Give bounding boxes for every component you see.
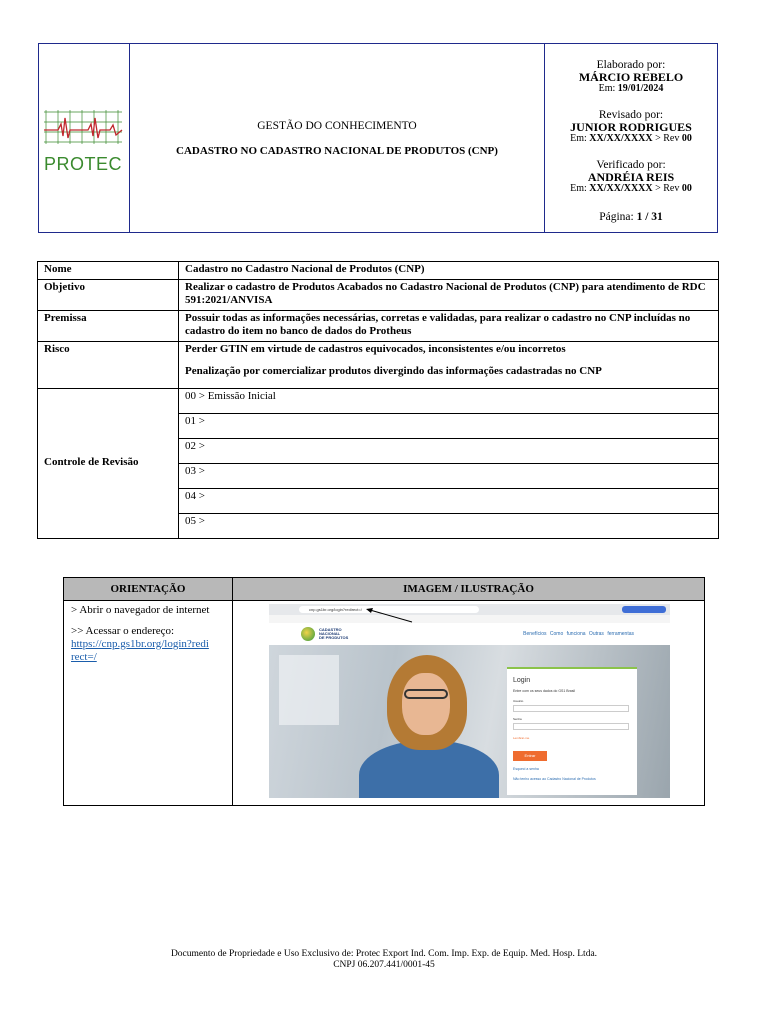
glasses-icon [404,689,448,699]
logo-line-3: DE PRODUTOS [319,635,349,640]
reviewed-date: XX/XX/XXXX [589,133,653,144]
premissa-label: Premissa [38,311,179,342]
site-nav-links: Benefícios Como funciona Outras ferramentas [523,631,634,637]
cnp-logo-icon [301,627,315,641]
revision-entry: 00 > Emissão Inicial [179,389,719,414]
document-header [38,43,718,233]
table-row [38,280,719,311]
image-header: IMAGEM / ILUSTRAÇÃO [233,578,705,601]
prepared-name: MÁRCIO REBELO [578,70,684,84]
approval-cell [545,44,717,232]
login-button: Entrar [513,751,547,761]
premissa-value: Possuir todas as informações necessárias, corretas e validadas, para realizar o cadastro no CNP incluídas no cadastro do item no banco de dados do Protheus [179,311,719,342]
reviewed-label: Revisado por: [598,109,664,121]
logo-text: PROTEC [44,154,123,174]
page-value: 1 / 31 [636,211,663,223]
footer-cnpj: CNPJ 06.207.441/0001-45 [333,960,435,970]
cnp-logo-text [319,628,348,640]
nome-value: Cadastro no Cadastro Nacional de Produtos (CNP) [179,262,719,280]
site-nav [269,623,670,645]
verified-date: XX/XX/XXXX [589,183,653,194]
revision-label: Controle de Revisão [38,389,179,539]
verified-rev: 00 [681,183,692,194]
logo-line-2: NACIONAL [319,631,341,636]
revision-entry: 02 > [179,439,719,464]
risco-line-1: Perder GTIN em virtude de cadastros equivocados, inconsistentes e/ou incorretos [185,343,566,355]
reviewed-name: JUNIOR RODRIGUES [570,120,692,134]
reviewed-rev-label: > Rev [655,133,680,144]
objetivo-value: Realizar o cadastro de Produtos Acabados no Cadastro Nacional de Produtos (CNP) para atendimento de RDC 591:2021/ANVISA [179,280,719,311]
login-title: Login [513,677,531,684]
risco-label: Risco [38,342,179,389]
login-panel [507,667,637,795]
prepared-date: 19/01/2024 [617,83,664,94]
table-row [38,311,719,342]
revision-entry: 03 > [179,464,719,489]
revision-entry: 04 > [179,489,719,514]
prepared-label: Elaborado por: [596,59,666,71]
arrow-icon [364,607,414,623]
verified-date-label: Em: [570,183,587,194]
verified-name: ANDRÉIA REIS [587,170,675,184]
reviewed-date-label: Em: [570,133,587,144]
nome-label: Nome [38,262,179,280]
risco-value [179,342,719,389]
risco-line-2: Penalização por comercializar produtos divergindo das informações cadastradas no CNP [185,365,602,377]
document-title: CADASTRO NO CADASTRO NACIONAL DE PRODUTOS (CNP) [176,145,498,157]
page-number [545,211,717,223]
logo-cell [39,44,130,232]
browser-button-icon [622,606,666,613]
protec-logo-icon [44,110,124,148]
person-face-shape [402,673,450,735]
cnp-login-screenshot [269,604,670,798]
section-title: GESTÃO DO CONHECIMENTO [257,120,417,132]
login-subtitle: Entre com os seus dados do GS1 Brasil [513,689,576,693]
orientation-header: ORIENTAÇÃO [64,578,233,601]
orientation-steps [64,601,233,806]
verified-rev-label: > Rev [655,183,680,194]
revision-entry: 01 > [179,414,719,439]
verified-label: Verificado por: [596,159,666,171]
browser-toolbar [269,604,670,615]
step-access-address: >> Acessar o endereço: [71,625,175,637]
revision-entry: 05 > [179,514,719,539]
title-cell [130,44,545,232]
table-row [38,262,719,280]
reviewed-rev: 00 [681,133,692,144]
browser-address-bar: cnp.gs1br.org/login?redirect=/ [299,606,479,613]
user-label: Usuário [513,699,524,703]
cnp-login-link[interactable]: https://cnp.gs1br.org/login?redirect=/ [71,638,209,663]
user-input [513,705,629,712]
table-row [38,342,719,389]
logo-line-1: CADASTRO [319,627,342,632]
objetivo-label: Objetivo [38,280,179,311]
forgot-link: Esqueci a senha [513,767,539,771]
register-link: Não tenho acesso ao Cadastro Nacional de Produtos [513,777,596,781]
orientation-table [63,577,705,806]
image-cell [233,601,705,806]
remember-checkbox: Lembrar-me [513,736,530,740]
window-shape [279,655,339,725]
step-open-browser: > Abrir o navegador de internet [71,604,210,616]
prepared-date-label: Em: [598,83,616,94]
pass-label: Senha [513,717,522,721]
password-input [513,723,629,730]
info-table [37,261,719,539]
page-label: Página: [599,211,634,223]
document-footer [0,949,768,971]
hero-photo [269,645,670,798]
table-row [38,389,719,414]
footer-owner: Documento de Propriedade e Uso Exclusivo de: Protec Export Ind. Com. Imp. Exp. de Equip. Med. Hosp. Ltda. [170,949,598,959]
